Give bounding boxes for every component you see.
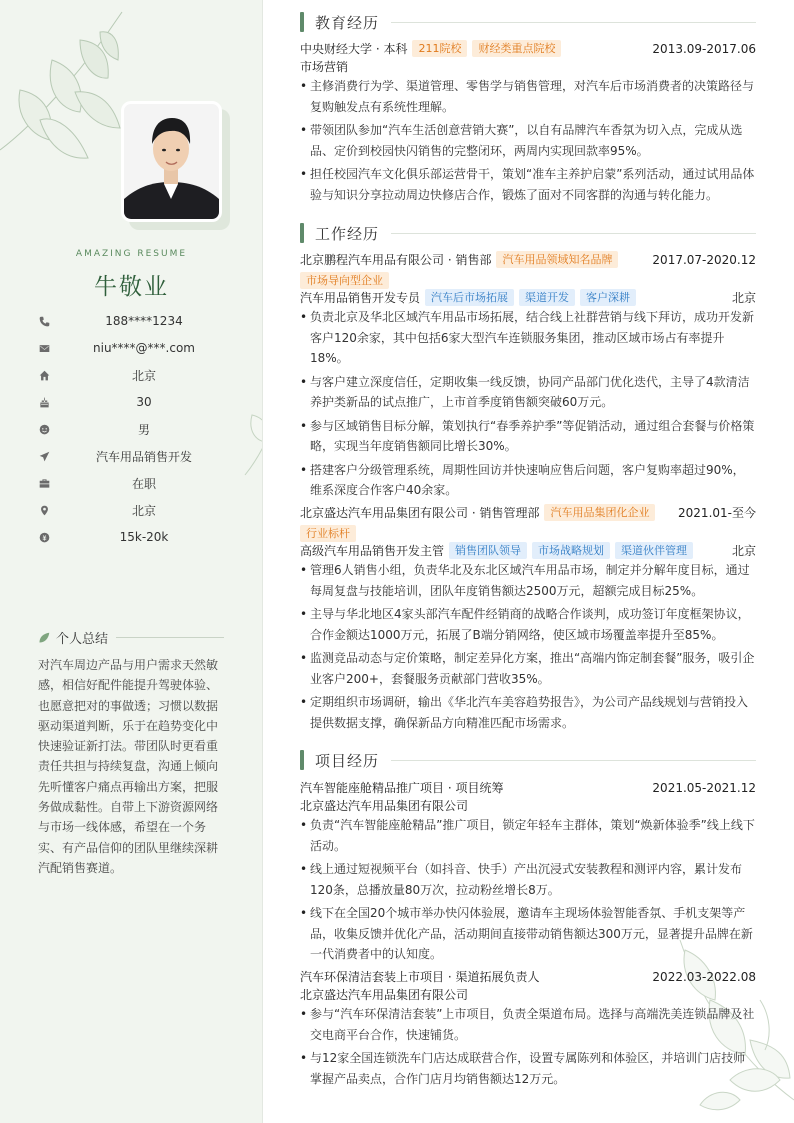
role-tag: 渠道开发 — [519, 289, 575, 306]
projects-section-header — [300, 750, 756, 770]
role-tag: 销售团队领导 — [449, 542, 527, 559]
leaf-decoration-icon — [240, 370, 263, 480]
project-company: 北京盛达汽车用品集团有限公司 — [300, 988, 469, 1002]
job-bullets — [300, 307, 756, 504]
role-tag: 渠道伙伴管理 — [615, 542, 693, 559]
info-residence — [38, 366, 238, 384]
info-gender — [38, 420, 238, 438]
project-name: 汽车智能座舱精品推广项目 · 项目统筹 — [300, 781, 504, 795]
info-phone — [38, 312, 238, 330]
project-company-row — [300, 797, 756, 814]
company-tag: 汽车用品集团化企业 — [544, 504, 655, 521]
job-company-row — [300, 251, 756, 268]
job-city: 北京 — [731, 291, 756, 305]
role-tag: 客户深耕 — [580, 289, 636, 306]
send-icon — [38, 450, 50, 462]
leaf-icon — [38, 632, 50, 644]
info-job-status — [38, 474, 238, 492]
person-name: 牛敬业 — [94, 274, 169, 300]
job-city: 北京 — [731, 544, 756, 558]
info-email — [38, 339, 238, 357]
list-item: • 主修消费行为学、渠道管理、零售学与销售管理，对汽车后市场消费者的决策路径与复购触发点有系统性理解。 — [300, 76, 756, 117]
job-role: 汽车用品销售开发专员 — [300, 291, 421, 305]
job-company-tag-row — [300, 525, 756, 542]
expected-salary: 15k-20k — [119, 530, 169, 544]
phone-icon — [38, 315, 50, 327]
target-position: 汽车用品销售开发 — [95, 449, 192, 464]
list-item: • 监测竞品动态与定价策略，制定差异化方案，推出“高端内饰定制套餐”服务，吸引企业客户200+，套餐服务贡献部门营收35%。 — [300, 648, 756, 689]
company-tag: 市场导向型企业 — [300, 272, 389, 289]
project-row — [300, 779, 756, 796]
info-salary — [38, 528, 238, 546]
target-city: 北京 — [131, 503, 156, 518]
project-company: 北京盛达汽车用品集团有限公司 — [300, 799, 469, 813]
project-bullets — [300, 815, 756, 968]
job-role: 高级汽车用品销售开发主管 — [300, 544, 445, 558]
job-role-row — [300, 542, 756, 559]
role-tag: 汽车后市场拓展 — [425, 289, 514, 306]
school-tag: 211院校 — [412, 40, 467, 57]
company-tag: 行业标杆 — [300, 525, 356, 542]
major-name: 市场营销 — [300, 60, 349, 74]
major-row — [300, 58, 756, 75]
list-item: • 担任校园汽车文化俱乐部运营骨干，策划“准车主养护启蒙”系列活动，通过试用品体验与知识分享拉动周边快修店合作，锻炼了面对不同客群的沟通与转化能力。 — [300, 164, 756, 205]
mail-icon — [38, 342, 50, 354]
gender-value: 男 — [137, 422, 150, 437]
info-age — [38, 393, 238, 411]
residence-city: 北京 — [131, 368, 156, 383]
job-bullets — [300, 560, 756, 736]
location-pin-icon — [38, 504, 50, 516]
job-status: 在职 — [131, 476, 156, 491]
company-tag: 汽车用品领域知名品牌 — [496, 251, 618, 268]
project-row — [300, 968, 756, 985]
list-item: • 参与“汽车环保清洁套装”上市项目，负责全渠道布局。选择与高端洗美连锁品牌及社交电商平台合作，快速铺货。 — [300, 1004, 756, 1045]
job-company-tag-row — [300, 272, 756, 289]
education-title: 教育经历 — [315, 13, 380, 32]
cake-icon — [38, 396, 50, 408]
avatar — [121, 101, 222, 222]
project-date: 2021.05-2021.12 — [652, 780, 756, 795]
email-address: niu****@***.com — [93, 341, 195, 355]
summary-title: 个人总结 — [56, 632, 109, 647]
education-section-header — [300, 12, 756, 32]
gender-icon — [38, 423, 50, 435]
list-item: • 与客户建立深度信任，定期收集一线反馈，协同产品部门优化迭代，主导了4款清洁养护类新品的试点推广，上市首季度销售额突破60万元。 — [300, 372, 756, 413]
projects-title: 项目经历 — [315, 751, 380, 770]
briefcase-icon — [38, 477, 50, 489]
summary-text: 对汽车周边产品与用户需求天然敏感，相信好配件能提升驾驶体验、也愿意把对的事做透；习惯以数据驱动渠道判断，乐于在趋势变化中快速验证新打法。带团队时更看重责任共担与持续复盘，沟通上倾向先听懂客户痛点再输出方案，把服务做成黏性。自带上下游资源网络与市场一线体感，希望在一个务实、有产品信仰的团队里继续深耕汽配销售赛道。 — [38, 658, 219, 875]
education-bullets — [300, 76, 756, 208]
sidebar — [0, 0, 263, 1123]
project-name: 汽车环保清洁套装上市项目 · 渠道拓展负责人 — [300, 970, 540, 984]
list-item: • 线下在全国20个城市举办快闪体验展，邀请车主现场体验智能香氛、手机支架等产品，收集反馈并优化产品，活动期间直接带动销售额达300万元，显著提升品牌在新一代消费者中的认知度。 — [300, 903, 756, 965]
job-company-row — [300, 504, 756, 521]
list-item: • 负责“汽车智能座舱精品”推广项目，锁定年轻车主群体，策划“焕新体验季”线上线下活动。 — [300, 815, 756, 856]
resume-tagline: AMAZING RESUME — [75, 249, 188, 259]
project-date: 2022.03-2022.08 — [652, 969, 756, 984]
list-item: • 搭建客户分级管理系统，周期性回访并快速响应售后问题，客户复购率超过90%，维系深度合作客户40余家。 — [300, 460, 756, 501]
info-target-position — [38, 447, 238, 465]
job-date: 2021.01-至今 — [678, 506, 756, 520]
company-name: 北京盛达汽车用品集团有限公司 · 销售管理部 — [300, 506, 540, 520]
education-row — [300, 40, 756, 57]
list-item: • 线上通过短视频平台（如抖音、快手）产出沉浸式安装教程和测评内容，累计发布120条，总播放量80万次，拉动粉丝增长8万。 — [300, 859, 756, 900]
work-section-header — [300, 223, 756, 243]
list-item: • 负责北京及华北区域汽车用品市场拓展，结合线上社群营销与线下拜访，成功开发新客户120余家，其中包括6家大型汽车连锁服务集团，推动区域市场占有率提升18%。 — [300, 307, 756, 369]
age-value: 30 — [136, 395, 152, 409]
education-date: 2013.09-2017.06 — [652, 41, 756, 56]
job-date: 2017.07-2020.12 — [652, 252, 756, 267]
list-item: • 定期组织市场调研，输出《华北汽车美容趋势报告》，为公司产品线规划与营销投入提供数据支撑，确保新品方向精准匹配市场需求。 — [300, 692, 756, 733]
list-item: • 与12家全国连锁洗车门店达成联营合作，设置专属陈列和体验区，并培训门店技师掌握产品卖点，合作门店月均销售额达12万元。 — [300, 1048, 756, 1089]
home-icon — [38, 369, 50, 381]
list-item: • 主导与华北地区4家头部汽车配件经销商的战略合作谈判，成功签订年度框架协议，合作金额达1000万元，拓展了B端分销网络，使区域市场覆盖率提升至85%。 — [300, 604, 756, 645]
job-role-row — [300, 289, 756, 306]
role-tag: 市场战略规划 — [532, 542, 610, 559]
info-target-city — [38, 501, 238, 519]
company-name: 北京鹏程汽车用品有限公司 · 销售部 — [300, 253, 492, 267]
profile-photo — [121, 101, 222, 222]
work-title: 工作经历 — [315, 224, 380, 243]
school-name: 中央财经大学 · 本科 — [300, 42, 408, 56]
project-bullets — [300, 1004, 756, 1092]
project-company-row — [300, 986, 756, 1003]
list-item: • 参与区域销售目标分解，策划执行“春季养护季”等促销活动，通过组合套餐与价格策略，实现当年度销售额同比增长30%。 — [300, 416, 756, 457]
list-item: • 带领团队参加“汽车生活创意营销大赛”，以自有品牌汽车香氛为切入点，完成从选品、定价到校园快闪销售的完整闭环，两周内实现回款率95%。 — [300, 120, 756, 161]
summary-header — [38, 628, 224, 647]
school-tag: 财经类重点院校 — [472, 40, 561, 57]
money-icon — [38, 531, 50, 543]
phone-number: 188****1234 — [105, 314, 183, 328]
list-item: • 管理6人销售小组，负责华北及东北区域汽车用品市场，制定并分解年度目标，通过每周复盘与技能培训，团队年度销售额达2500万元，超额完成目标25%。 — [300, 560, 756, 601]
